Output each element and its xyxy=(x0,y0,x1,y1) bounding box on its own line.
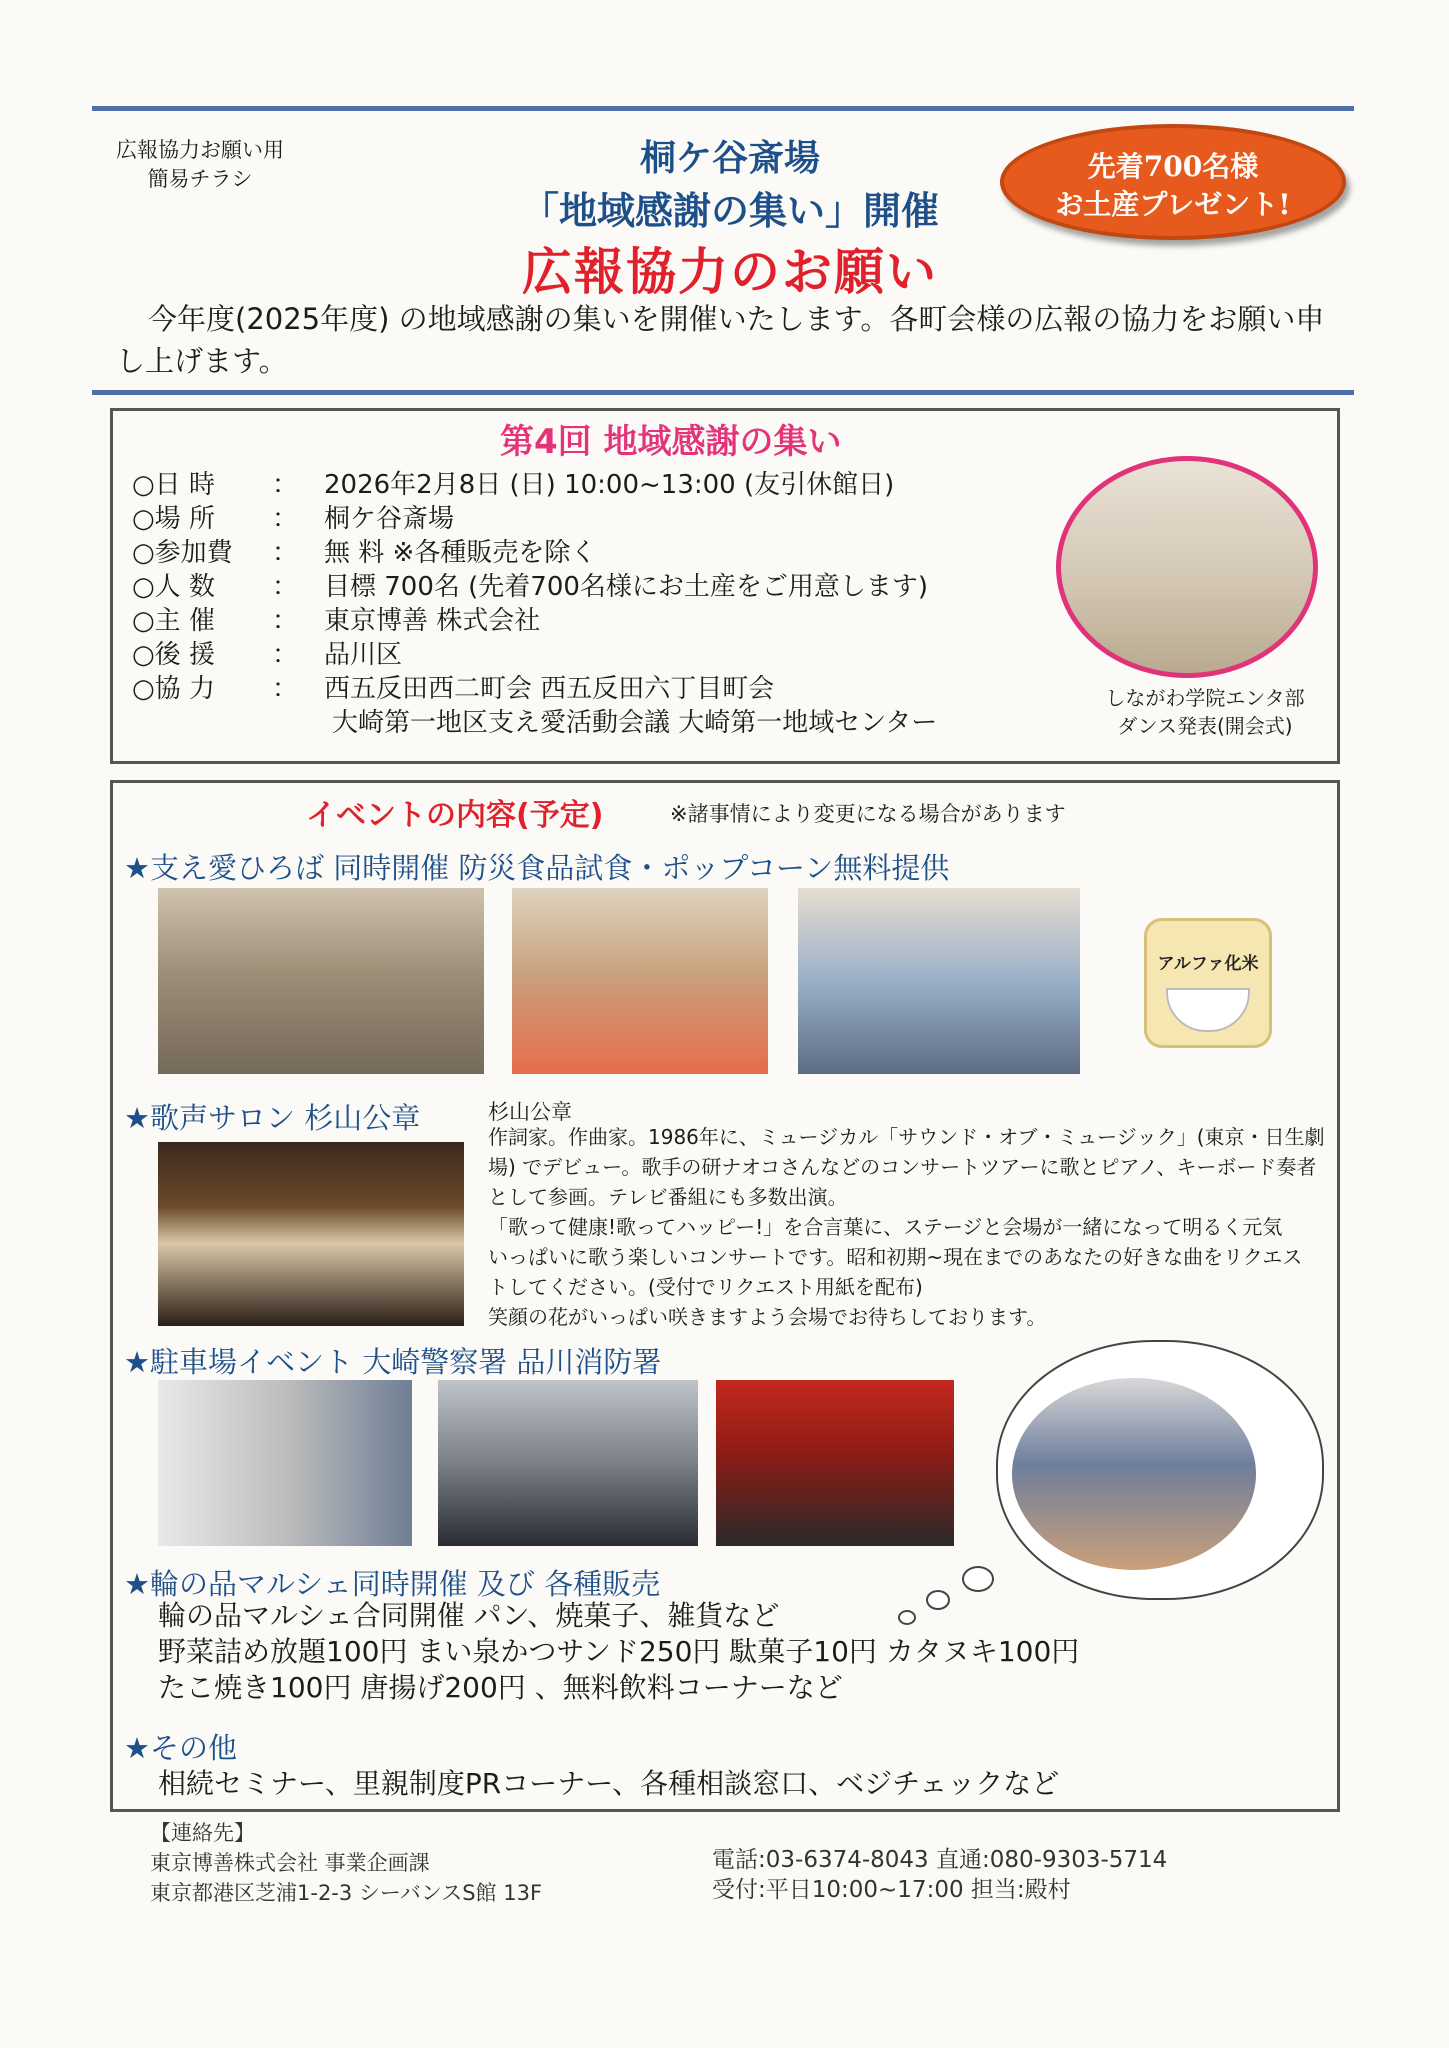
contact-company: 東京博善株式会社 事業企画課 xyxy=(150,1851,430,1875)
contact-heading: 【連絡先】 xyxy=(150,1821,255,1845)
thought-bubble xyxy=(962,1566,994,1592)
dance-photo-caption xyxy=(1080,684,1330,740)
detail-row-capacity xyxy=(132,570,928,604)
alpha-rice-label: アルファ化米 xyxy=(1157,954,1259,974)
caption-line: しながわ学院エンタ部 xyxy=(1105,686,1305,710)
venue-title: 桐ケ谷斎場 xyxy=(639,138,820,179)
other-text: 相続セミナー、里親制度PRコーナー、各種相談窓口、ベジチェックなど xyxy=(158,1767,1060,1800)
contact-block xyxy=(150,1818,542,1908)
thought-bubble xyxy=(926,1590,950,1610)
detail-value: 大崎第一地区支え愛活動会議 大崎第一地域センター xyxy=(332,708,938,738)
detail-value: 西五反田西二町会 西五反田六丁目町会 xyxy=(324,674,775,704)
section-heading-salon: ★歌声サロン 杉山公章 xyxy=(124,1101,421,1135)
thought-bubble xyxy=(898,1610,916,1625)
popcorn-photo xyxy=(798,888,1080,1074)
bio-line: 作詞家。作曲家。1986年に、ミュージカル「サウンド・オブ・ミュージック」(東京・日生劇 xyxy=(488,1125,1325,1149)
corner-note-line: 簡易チラシ xyxy=(147,167,253,191)
marche-line: 野菜詰め放題100円 まい泉かつサンド250円 駄菓子10円 カタヌキ100円 xyxy=(158,1635,1080,1668)
section-heading-parking: ★駐車場イベント 大崎警察署 品川消防署 xyxy=(124,1345,662,1379)
bio-line: として参画。テレビ番組にも多数出演。 xyxy=(488,1185,848,1209)
contact-phone: 電話:03-6374-8043 直通:080-9303-5714 xyxy=(712,1847,1168,1873)
contents-title: イベントの内容(予定) xyxy=(306,798,604,833)
corner-note xyxy=(116,136,284,194)
food-tasting-photo xyxy=(512,888,768,1074)
detail-row-organizer xyxy=(132,604,540,638)
middle-rule xyxy=(92,390,1354,395)
detail-label: ○日 時 xyxy=(132,470,215,500)
detail-label: ○人 数 xyxy=(132,572,215,602)
detail-label: ○後 援 xyxy=(132,640,215,670)
detail-value: 品川区 xyxy=(324,640,403,670)
detail-value: 東京博善 株式会社 xyxy=(324,606,541,636)
detail-value: 桐ケ谷斎場 xyxy=(324,504,455,534)
rice-bowl-icon xyxy=(1166,988,1250,1032)
detail-colon: ： xyxy=(272,572,299,602)
corner-note-line: 広報協力お願い用 xyxy=(116,138,284,162)
detail-row-cooperation xyxy=(132,672,774,706)
concert-photo xyxy=(158,1142,464,1326)
detail-colon: ： xyxy=(272,606,299,636)
marche-line: たこ焼き100円 唐揚げ200円 、無料飲料コーナーなど xyxy=(158,1671,843,1704)
detail-value: 無 料 ※各種販売を除く xyxy=(324,538,597,568)
gift-badge xyxy=(1000,124,1346,240)
event-title: 第4回 地域感謝の集い xyxy=(500,422,842,462)
detail-value: 2026年2月8日 (日) 10:00~13:00 (友引休館日) xyxy=(324,470,895,500)
bio-line: 笑顔の花がいっぱい咲きますよう会場でお待ちしております。 xyxy=(488,1305,1047,1329)
section-heading-marche: ★輪の品マルシェ同時開催 及び 各種販売 xyxy=(124,1567,661,1601)
detail-label: ○参加費 xyxy=(132,538,233,568)
bio-line: トしてください。(受付でリクエスト用紙を配布) xyxy=(488,1275,923,1299)
marche-line: 輪の品マルシェ合同開催 パン、焼菓子、雑貨など xyxy=(158,1599,780,1632)
detail-colon: ： xyxy=(272,674,299,704)
performer-bio xyxy=(488,1122,1328,1332)
detail-colon: ： xyxy=(272,538,299,568)
detail-label: ○主 催 xyxy=(132,606,215,636)
section-heading-plaza: ★支え愛ひろば 同時開催 防災食品試食・ポップコーン無料提供 xyxy=(124,851,950,885)
detail-label: ○場 所 xyxy=(132,504,215,534)
section-heading-other: ★その他 xyxy=(124,1731,237,1765)
detail-row-cooperation-2 xyxy=(332,706,937,740)
contents-note: ※諸事情により変更になる場合があります xyxy=(670,802,1066,826)
gift-badge-line: 先着700名様 xyxy=(1087,150,1259,183)
contact-phone-block xyxy=(712,1845,1167,1905)
marche-photo xyxy=(1012,1378,1256,1570)
detail-label: ○協 力 xyxy=(132,674,215,704)
dance-photo xyxy=(1056,456,1318,678)
detail-value: 目標 700名 (先着700名様にお土産をご用意します) xyxy=(324,572,929,602)
detail-row-fee xyxy=(132,536,596,570)
bio-line: 「歌って健康!歌ってハッピー!」を合言葉に、ステージと会場が一緒になって明るく元気 xyxy=(488,1215,1283,1239)
top-rule xyxy=(92,106,1354,111)
fire-dept-photo xyxy=(716,1380,954,1546)
bio-line: 場) でデビュー。歌手の研ナオコさんなどのコンサートツアーに歌とピアノ、キーボード奏者 xyxy=(488,1155,1317,1179)
detail-row-date xyxy=(132,468,894,502)
detail-colon: ： xyxy=(272,640,299,670)
contact-hours: 受付:平日10:00~17:00 担当:殿村 xyxy=(712,1877,1071,1903)
truck-photo xyxy=(158,1380,412,1546)
gift-badge-line: お土産プレゼント! xyxy=(1055,188,1291,221)
plaza-photo xyxy=(158,888,484,1074)
detail-colon: ： xyxy=(272,504,299,534)
detail-row-place xyxy=(132,502,454,536)
police-photo xyxy=(438,1380,698,1546)
bio-line: いっぱいに歌う楽しいコンサートです。昭和初期~現在までのあなたの好きな曲をリクエス xyxy=(488,1245,1303,1269)
intro-text: 今年度(2025年度) の地域感謝の集いを開催いたします。各町会様の広報の協力をお願い申し上げます。 xyxy=(116,302,1325,378)
performer-name: 杉山公章 xyxy=(488,1100,572,1124)
alpha-rice-icon xyxy=(1144,918,1272,1048)
detail-colon: ： xyxy=(272,470,299,500)
detail-row-support xyxy=(132,638,402,672)
event-heading: 「地域感謝の集い」開催 xyxy=(520,189,939,233)
request-heading: 広報協力のお願い xyxy=(522,243,938,301)
caption-line: ダンス発表(開会式) xyxy=(1117,714,1293,738)
contact-address: 東京都港区芝浦1-2-3 シーバンスS館 13F xyxy=(150,1881,543,1905)
